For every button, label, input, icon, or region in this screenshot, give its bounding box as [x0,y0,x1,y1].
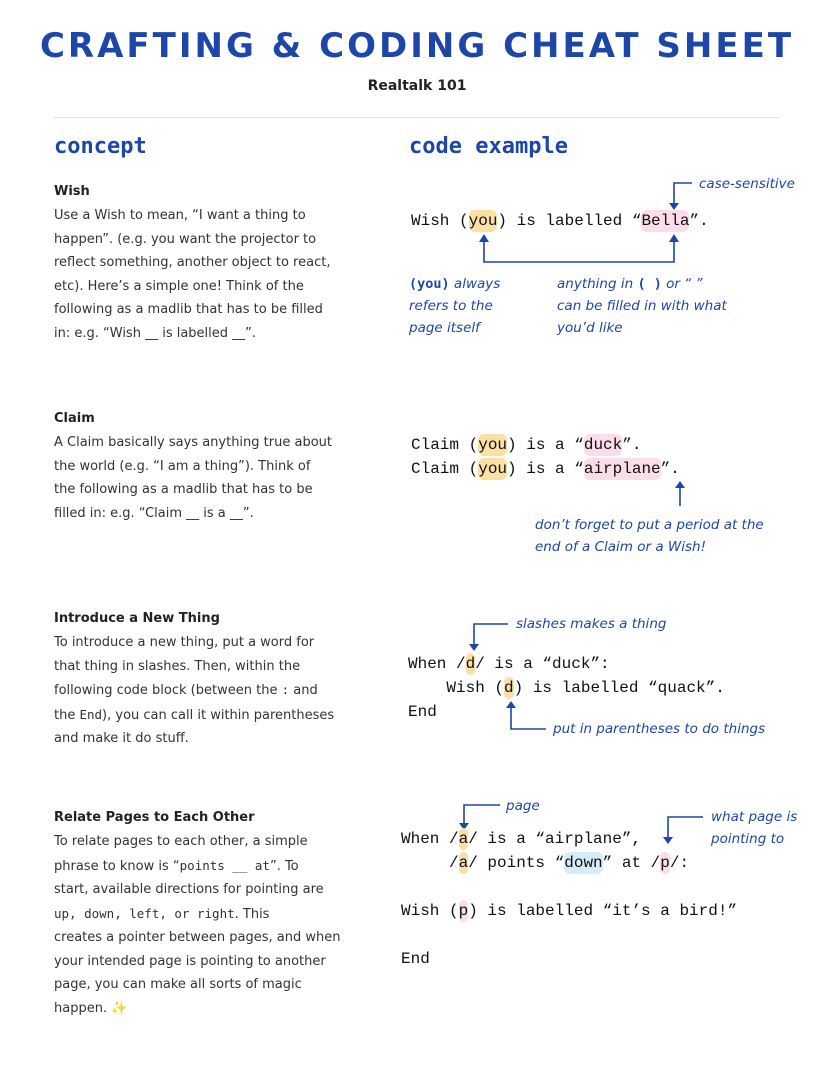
slashes-note: slashes makes a thing [516,616,667,632]
claim-title: Claim [54,411,95,426]
wish-title: Wish [54,184,90,199]
you-note: (you) always refers to the page itself [409,276,501,336]
wish-description: Use a Wish to mean, “I want a thing to happen”. (e.g. you want the projector to reflect something, another object to react, etc). Here’s a simple one! Think of the following as a madlib that has to be filled in: e.g. “Wish __ is labelled __”. [54,208,331,341]
relate-code: When /a/ is a “airplane”, /a/ points “down” at /p/: Wish (p) is labelled “it’s a bird!” End [401,830,738,968]
relate-title: Relate Pages to Each Other [54,810,255,825]
code-example-column-heading: code example [409,134,568,159]
wish-code: Wish (you) is labelled “Bella”. [411,212,709,230]
parentheses-note: put in parentheses to do things [553,721,766,737]
page-title: CRAFTING & CODING CHEAT SHEET [39,26,795,66]
page-note: page [506,798,540,814]
intro-title: Introduce a New Thing [54,611,220,626]
claim-code: Claim (you) is a “duck”. Claim (you) is a “airplane”. [411,436,680,478]
intro-code: When /d/ is a “duck”: Wish (d) is labelled “quack”. End [408,655,725,721]
you-highlight: you [468,212,498,230]
period-reminder-note: don’t forget to put a period at the end of a Claim or a Wish! [535,517,764,555]
case-sensitive-note: case-sensitive [699,176,795,192]
intro-description: To introduce a new thing, put a word for that thing in slashes. Then, within the following code block (between the : and the End), you can call it within parentheses and make it do stuff. [54,635,335,746]
concept-column-heading: concept [54,134,147,159]
fill-in-note: anything in ( ) or “ ” can be filled in with what you’d like [557,276,727,336]
claim-description: A Claim basically says anything true about the world (e.g. “I am a thing”). Think of the following as a madlib that has to be filled in: e.g. “Claim __ is a __”. [54,435,332,521]
bella-highlight: Bella [641,212,690,230]
page-subtitle: Realtalk 101 [367,78,467,94]
relate-description: To relate pages to each other, a simple phrase to know is “points __ at”. To start, available directions for pointing are up, down, left, or right. This creates a pointer between pages, and when your intended page is pointing to another page, you can make all sorts of magic happen. ✨ [54,834,341,1016]
what-page-note: what page is pointing to [711,809,798,847]
